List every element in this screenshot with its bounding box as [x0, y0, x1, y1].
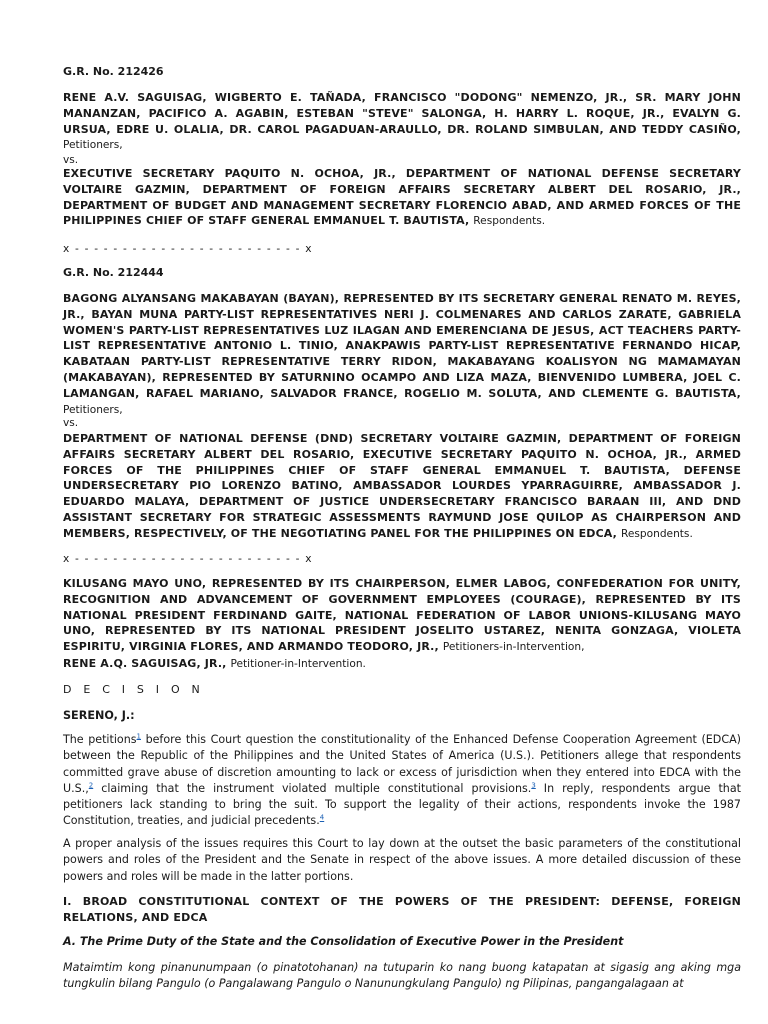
- subheading-a: A. The Prime Duty of the State and the Consolidation of Executive Power in the President: [63, 935, 624, 948]
- case1-petitioners-names: RENE A.V. SAGUISAG, WIGBERTO E. TAÑADA, FRANCISCO "DODONG" NEMENZO, JR., SR. MARY JOHN MANANZAN, PACIFICO A. AGABIN, ESTEBAN "STEVE" SALONGA, H. HARRY L. ROQUE, JR., EVALYN G. URSUA, EDRE U. OLALIA, DR. CAROL PAGADUAN-ARAULLO, DR. ROLAND SIMBULAN, AND TEDDY CASIÑO,: [63, 91, 741, 136]
- paragraph-2: A proper analysis of the issues requires this Court to lay down at the outset the basic parameters of the constitutional powers and roles of the President and the Senate in respect of the above issues. A more detailed discussion of these powers and roles will be made in the latter portions.: [63, 837, 741, 883]
- footnote-link-1[interactable]: 1: [136, 732, 141, 741]
- footnote-link-4[interactable]: 4: [319, 813, 325, 822]
- ponente: [63, 708, 741, 724]
- footnote-link-2[interactable]: 2: [88, 781, 94, 790]
- intervention-petitioners: [63, 576, 741, 673]
- case1-petitioners-role: Petitioners,: [63, 139, 123, 152]
- decision-label: D E C I S I O N: [63, 683, 204, 696]
- case1-respondents: [63, 166, 741, 230]
- case2-grno: G.R. No. 212444: [63, 266, 164, 279]
- para1-text-3: claiming that the instrument violated multiple constitutional provisions.: [93, 781, 532, 795]
- case2-vs: vs.: [63, 417, 79, 429]
- case1-respondents-role: Respondents.: [473, 215, 546, 228]
- footnote-link-3[interactable]: 3: [531, 781, 536, 790]
- case1-petitioners: [63, 90, 741, 154]
- case1-respondents-names: EXECUTIVE SECRETARY PAQUITO N. OCHOA, JR., DEPARTMENT OF NATIONAL DEFENSE SECRETARY VOLTAIRE GAZMIN, DEPARTMENT OF FOREIGN AFFAIRS SECRETARY ALBERT DEL ROSARIO, JR., DEPARTMENT OF BUDGET AND MANAGEMENT SECRETARY FLORENCIO ABAD, AND ARMED FORCES OF THE PHILIPPINES CHIEF OF STAFF GENERAL EMMANUEL T. BAUTISTA,: [63, 167, 741, 228]
- intervenor-role: Petitioner-in-Intervention.: [230, 657, 366, 670]
- case1-vs: vs.: [63, 154, 79, 166]
- para1-text-4: In reply, respondents argue that petitioners lack standing to bring the suit. To support the legality of their actions, respondents invoke the 1987 Constitution, treaties, and judicial precedents.: [63, 781, 741, 828]
- case2-petitioners-role: Petitioners,: [63, 403, 123, 416]
- intervention-petitioners-names: KILUSANG MAYO UNO, REPRESENTED BY ITS CHAIRPERSON, ELMER LABOG, CONFEDERATION FOR UNITY, RECOGNITION AND ADVANCEMENT OF GOVERNMENT EMPLOYEES (COURAGE), REPRESENTED BY ITS NATIONAL PRESIDENT FERDINAND GAITE, NATIONAL FEDERATION OF LABOR UNIONS-KILUSANG MAYO UNO, REPRESENTED BY ITS NATIONAL PRESIDENT JOSELITO USTAREZ, NENITA GONZAGA, VIOLETA ESPIRITU, VIRGINIA FLORES, AND ARMANDO TEODORO, JR.,: [63, 577, 741, 654]
- separator-1: x - - - - - - - - - - - - - - - - - - - - - - - - x: [63, 243, 313, 255]
- section-heading-1: I. BROAD CONSTITUTIONAL CONTEXT OF THE POWERS OF THE PRESIDENT: DEFENSE, FOREIGN RELATIONS, AND EDCA: [63, 895, 741, 924]
- case2-petitioners-names: BAGONG ALYANSANG MAKABAYAN (BAYAN), REPRESENTED BY ITS SECRETARY GENERAL RENATO M. REYES, JR., BAYAN MUNA PARTY-LIST REPRESENTATIVES NERI J. COLMENARES AND CARLOS ZARATE, GABRIELA WOMEN'S PARTY-LIST REPRESENTATIVES LUZ ILAGAN AND EMERENCIANA DE JESUS, ACT TEACHERS PARTY-LIST REPRESENTATIVE ANTONIO L. TINIO, ANAKPAWIS PARTY-LIST REPRESENTATIVE FERNANDO HICAP, KABATAAN PARTY-LIST REPRESENTATIVE TERRY RIDON, MAKABAYANG KOALISYON NG MAMAMAYAN (MAKABAYAN), REPRESENTED BY SATURNINO OCAMPO AND LIZA MAZA, BIENVENIDO LUMBERA, JOEL C. LAMANGAN, RAFAEL MARIANO, SALVADOR FRANCE, ROGELIO M. SOLUTA, AND CLEMENTE G. BAUTISTA,: [63, 292, 741, 400]
- ponente-text: SERENO, J.:: [63, 709, 135, 722]
- case2-respondents-names: DEPARTMENT OF NATIONAL DEFENSE (DND) SECRETARY VOLTAIRE GAZMIN, DEPARTMENT OF FOREIGN AFFAIRS SECRETARY ALBERT DEL ROSARIO, EXECUTIVE SECRETARY PAQUITO N. OCHOA, JR., ARMED FORCES OF THE PHILIPPINES CHIEF OF STAFF GENERAL EMMANUEL T. BAUTISTA, DEFENSE UNDERSECRETARY PIO LORENZO BATINO, AMBASSADOR LOURDES YPARRAGUIRRE, AMBASSADOR J. EDUARDO MALAYA, DEPARTMENT OF JUSTICE UNDERSECRETARY FRANCISCO BARAAN III, AND DND ASSISTANT SECRETARY FOR STRATEGIC ASSESSMENTS RAYMUND JOSE QUILOP AS CHAIRPERSON AND MEMBERS, RESPECTIVELY, OF THE NEGOTIATING PANEL FOR THE PHILIPPINES ON EDCA,: [63, 432, 741, 540]
- oath-paragraph: Mataimtim kong pinanunumpaan (o pinatotohanan) na tutuparin ko nang buong katapatan at sigasig ang aking mga tungkulin bilang Pangulo (o Pangalawang Pangulo o Nanunungkulang Pangulo) ng Pilipinas, pangangalagaan at: [63, 961, 741, 991]
- intervenor-name: RENE A.Q. SAGUISAG, JR.,: [63, 656, 227, 670]
- para1-text-2: before this Court question the constitutionality of the Enhanced Defense Cooperation Agreement (EDCA) between the Republic of the Philippines and the United States of America (U.S.). Petitioners allege that respondents committed grave abuse of discretion amounting to lack or excess of jurisdiction when they entered into EDCA with the U.S.,: [63, 733, 741, 795]
- para1-text-1: The petitions: [63, 733, 137, 746]
- case2-respondents: [63, 431, 741, 543]
- case1-grno: G.R. No. 212426: [63, 65, 164, 78]
- case2-petitioners: [63, 291, 741, 418]
- intervention-petitioners-role: Petitioners-in-Intervention,: [442, 641, 585, 654]
- separator-2: x - - - - - - - - - - - - - - - - - - - - - - - - x: [63, 553, 313, 565]
- paragraph-1: [63, 732, 741, 830]
- case2-respondents-role: Respondents.: [620, 527, 693, 540]
